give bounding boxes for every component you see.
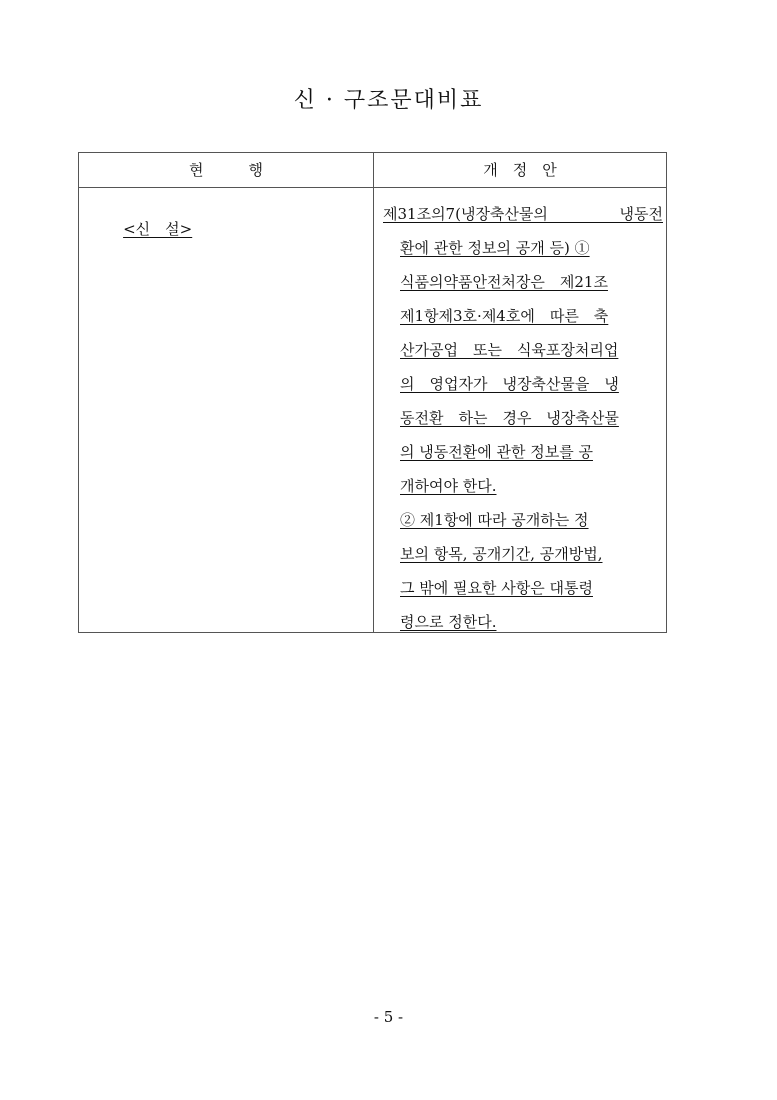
proposed-line	[383, 231, 663, 265]
proposed-line	[383, 333, 663, 367]
proposed-line	[383, 299, 663, 333]
proposed-line-text: 제31조의7(냉장축산물의 냉동전	[383, 205, 663, 223]
proposed-line	[383, 401, 663, 435]
column-divider	[373, 153, 374, 632]
proposed-line-text: 제1항제3호·제4호에 따른 축	[400, 307, 609, 325]
proposed-text-cell	[383, 197, 663, 639]
header-current: 현 행	[189, 161, 263, 179]
proposed-line-text: ② 제1항에 따라 공개하는 정	[400, 511, 589, 529]
proposed-line	[383, 435, 663, 469]
proposed-line-text: 식품의약품안전처장은 제21조	[400, 273, 608, 291]
proposed-line	[383, 469, 663, 503]
page-number: - 5 -	[373, 1008, 404, 1026]
proposed-line	[383, 605, 663, 639]
proposed-line	[383, 367, 663, 401]
proposed-line-text: 의 영업자가 냉장축산물을 냉	[400, 375, 619, 393]
proposed-line	[383, 503, 663, 537]
proposed-line	[383, 537, 663, 571]
proposed-line	[383, 571, 663, 605]
proposed-line-text: 보의 항목, 공개기간, 공개방법,	[400, 545, 603, 563]
header-proposed: 개 정 안	[483, 161, 557, 179]
proposed-line-text: 그 밖에 필요한 사항은 대통령	[400, 579, 593, 597]
current-text-cell	[104, 199, 192, 259]
proposed-line-text: 개하여야 한다.	[400, 477, 497, 495]
page-title: 신 · 구조문대비표	[293, 88, 484, 113]
proposed-line-text: 령으로 정한다.	[400, 613, 497, 631]
proposed-line	[383, 197, 663, 231]
proposed-line-text: 의 냉동전환에 관한 정보를 공	[400, 443, 593, 461]
proposed-line-text: 동전환 하는 경우 냉장축산물	[400, 409, 619, 427]
current-text: <신 설>	[123, 220, 193, 238]
proposed-line-text: 환에 관한 정보의 공개 등) ①	[400, 239, 590, 257]
proposed-line-text: 산가공업 또는 식육포장처리업	[400, 341, 619, 359]
comparison-table	[78, 152, 667, 633]
proposed-line	[383, 265, 663, 299]
